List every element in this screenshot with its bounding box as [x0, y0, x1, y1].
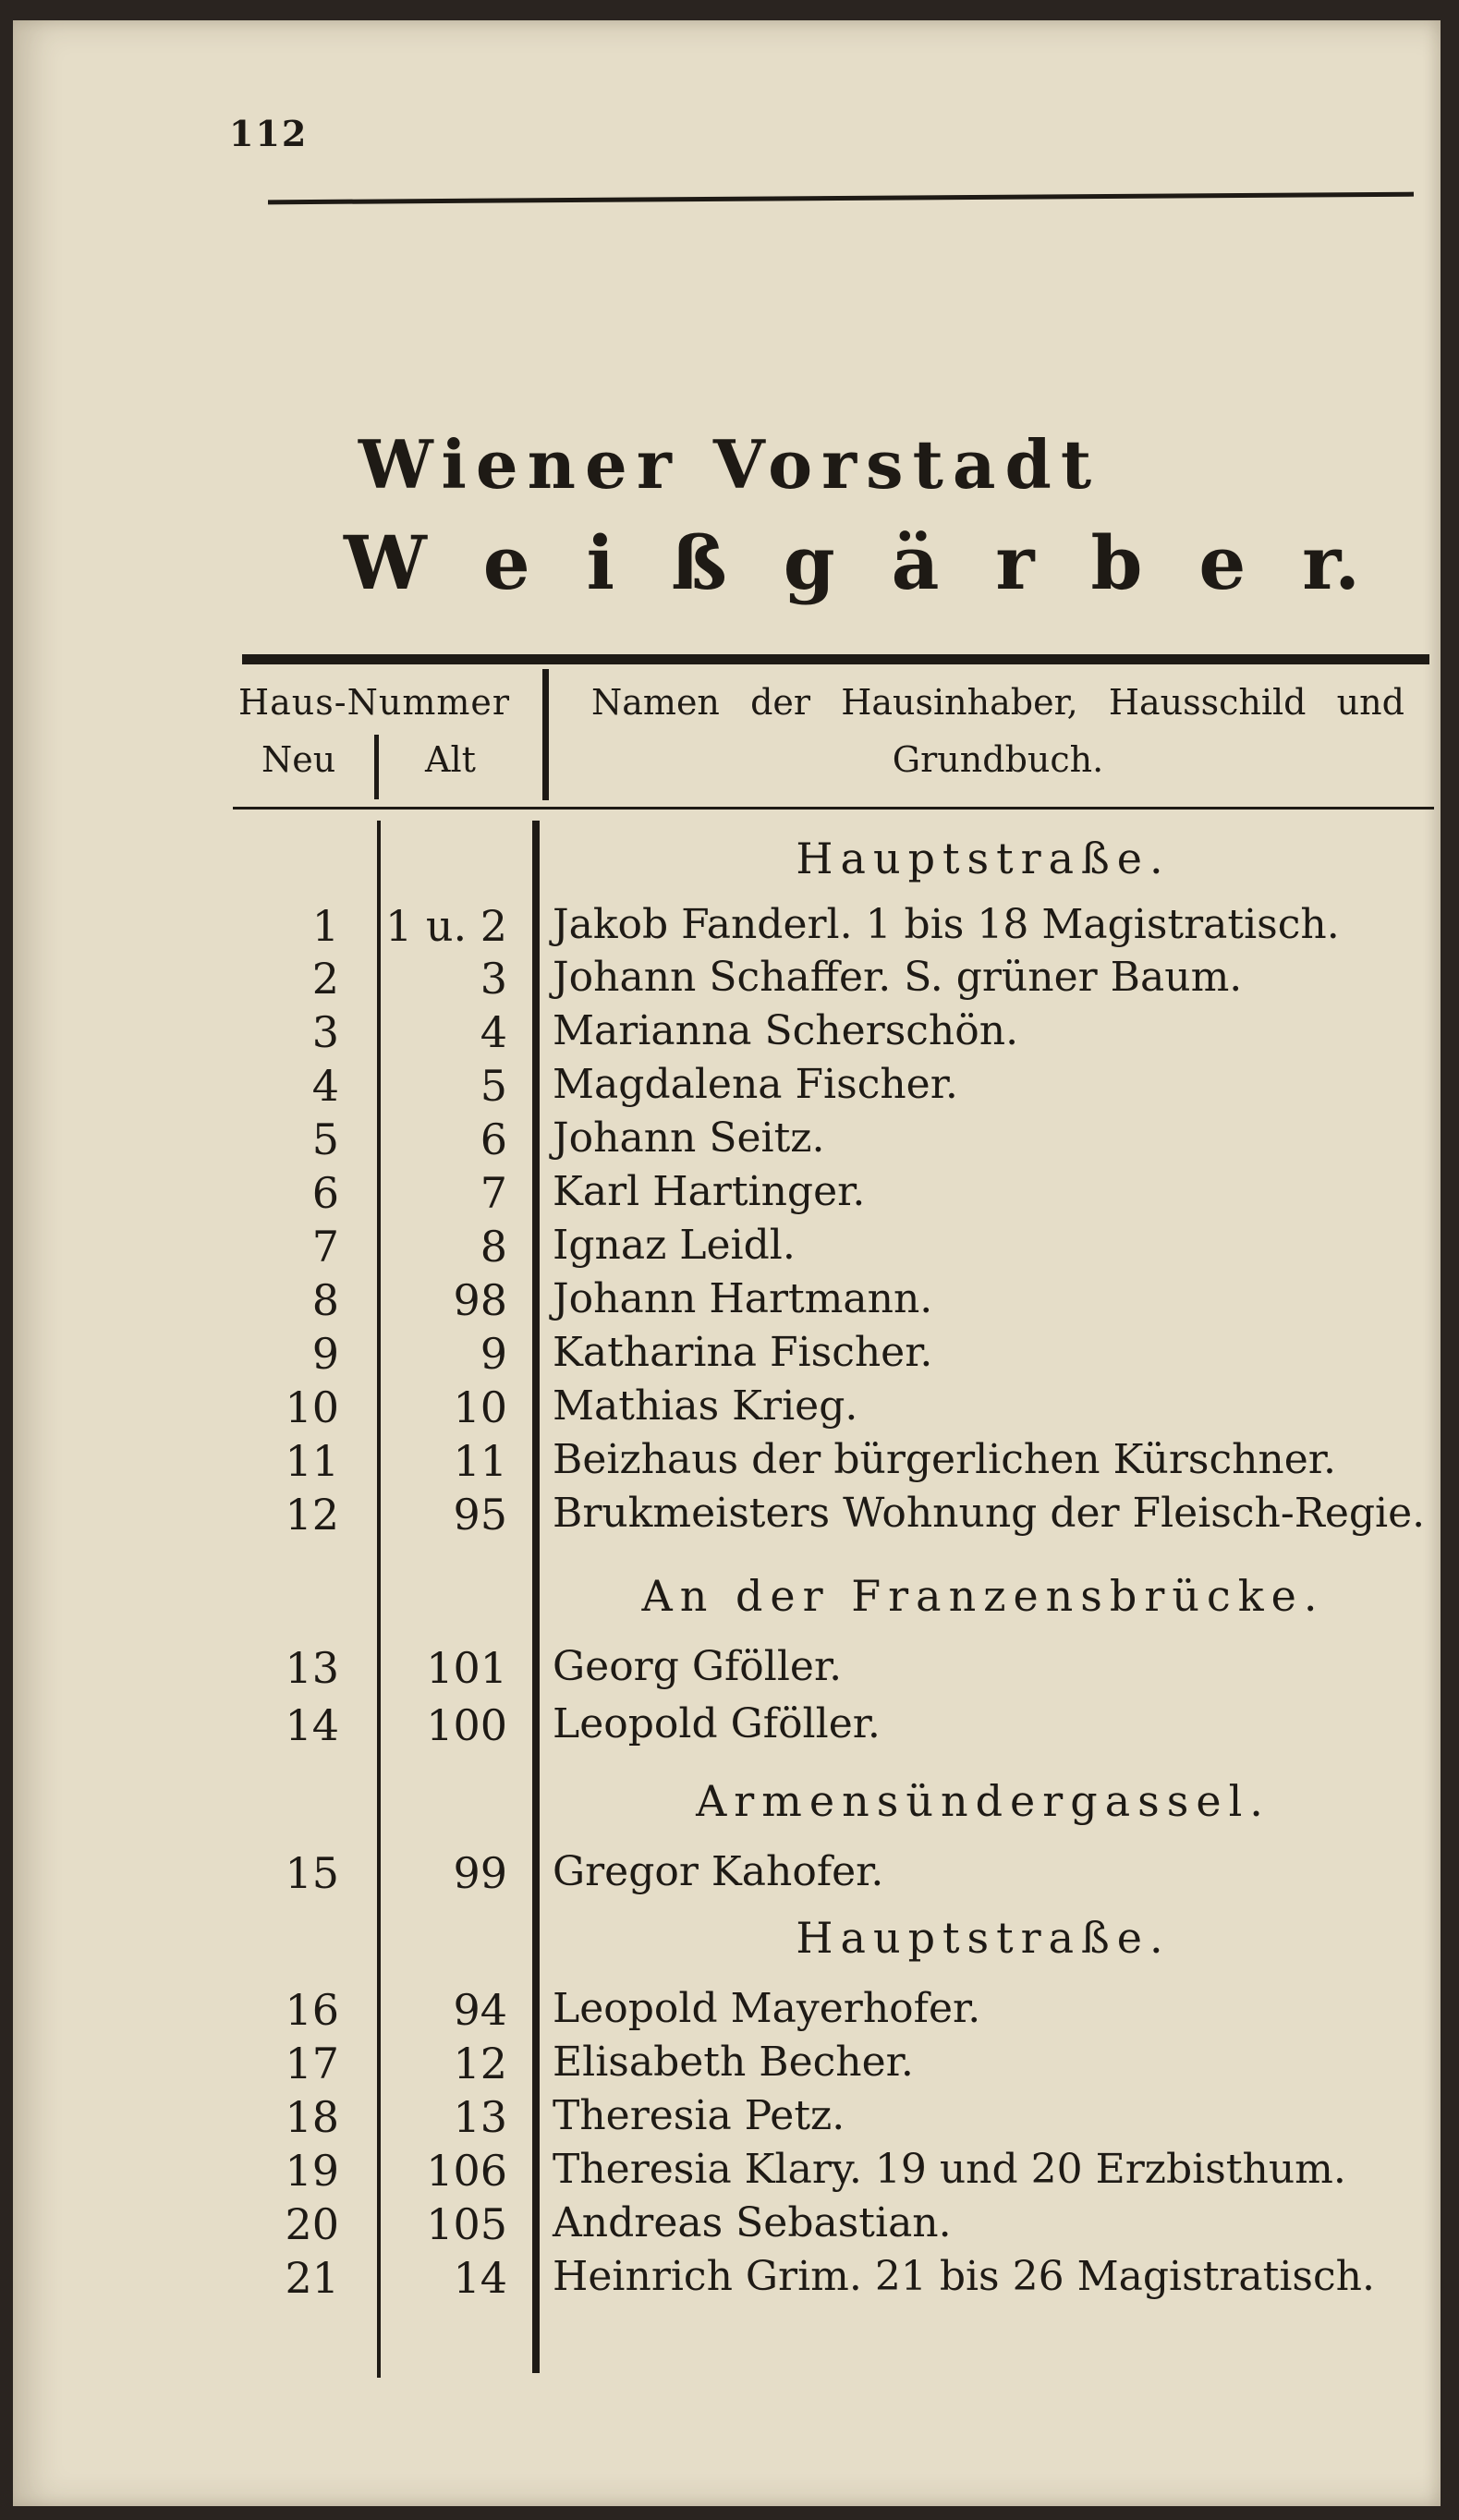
cell-name: Johann Seitz.: [553, 1114, 825, 1162]
cell-alt: 98: [453, 1275, 507, 1325]
cell-alt: 6: [480, 1114, 507, 1164]
table-row: [0, 1061, 1459, 1114]
header-neu: Neu: [261, 739, 336, 780]
cell-neu: 7: [311, 1222, 339, 1272]
table-row: [0, 2146, 1459, 2199]
title-line-2: [344, 519, 1360, 606]
section-heading: Armensündergassel.: [696, 1776, 1271, 1826]
cell-alt: 101: [426, 1643, 507, 1693]
cell-name: Johann Schaffer. S. grüner Baum.: [553, 954, 1243, 1001]
cell-alt: 8: [480, 1222, 507, 1272]
table-row: [0, 1985, 1459, 2039]
header-bottom-rule: [233, 807, 1434, 810]
table-row: [0, 1275, 1459, 1329]
cell-neu: 8: [311, 1275, 339, 1325]
table-row: [0, 2199, 1459, 2253]
cell-name: Leopold Gföller.: [553, 1700, 881, 1747]
cell-name: Theresia Klary. 19 und 20 Erzbisthum.: [553, 2146, 1346, 2193]
cell-neu: 10: [285, 1382, 339, 1432]
page-number: 112: [229, 113, 309, 154]
cell-neu: 11: [285, 1436, 339, 1486]
cell-name: Leopold Mayerhofer.: [553, 1985, 981, 2032]
table-row: [0, 1490, 1459, 1543]
cell-neu: 12: [285, 1490, 339, 1540]
title-letter: e: [1198, 519, 1246, 606]
cell-name: Georg Gföller.: [553, 1643, 843, 1690]
table-row: [0, 1329, 1459, 1382]
header-word: der: [750, 682, 811, 723]
cell-alt: 4: [480, 1007, 507, 1057]
table-row: [0, 2253, 1459, 2307]
table-row: [0, 1007, 1459, 1061]
cell-alt: 94: [453, 1985, 507, 2035]
header-word: Namen: [591, 682, 720, 723]
cell-neu: 16: [285, 1985, 339, 2035]
cell-alt: 9: [480, 1329, 507, 1379]
title-letter: b: [1090, 519, 1143, 606]
cell-neu: 5: [311, 1114, 339, 1164]
cell-neu: 21: [285, 2253, 339, 2303]
title-letter: ß: [671, 519, 727, 606]
cell-neu: 20: [285, 2199, 339, 2249]
section-heading: An der Franzensbrücke.: [641, 1571, 1325, 1621]
cell-alt: 7: [480, 1168, 507, 1218]
cell-name: Katharina Fischer.: [553, 1329, 933, 1376]
title-letter: i: [586, 519, 615, 606]
cell-neu: 18: [285, 2092, 339, 2142]
cell-name: Marianna Scherschön.: [553, 1007, 1019, 1054]
cell-name: Beizhaus der bürgerlichen Kürschner.: [553, 1436, 1336, 1483]
cell-neu: 17: [285, 2039, 339, 2088]
cell-name: Ignaz Leidl.: [553, 1222, 796, 1269]
title-letter: g: [783, 519, 835, 606]
table-row: [0, 2092, 1459, 2146]
cell-neu: 4: [311, 1061, 339, 1111]
header-word: Hausinhaber,: [841, 682, 1078, 723]
header-names-line-2: Grundbuch.: [892, 739, 1104, 780]
table-row: [0, 1436, 1459, 1490]
cell-neu: 2: [311, 954, 339, 1004]
title-letter: ä: [891, 519, 940, 606]
table-row: [0, 1643, 1459, 1697]
cell-alt: 13: [453, 2092, 507, 2142]
section-heading: Hauptstraße.: [796, 1913, 1171, 1963]
header-column-divider: [542, 669, 549, 800]
cell-alt: 95: [453, 1490, 507, 1540]
cell-neu: 9: [311, 1329, 339, 1379]
header-word: und: [1336, 682, 1404, 723]
header-names-line-1: [591, 682, 1404, 723]
cell-neu: 3: [311, 1007, 339, 1057]
section-heading: Hauptstraße.: [796, 834, 1171, 883]
header-hausnummer: Haus-Nummer: [238, 682, 511, 723]
title-letter: r: [995, 519, 1035, 606]
cell-neu: 6: [311, 1168, 339, 1218]
cell-neu: 13: [285, 1643, 339, 1693]
title-line-1: Wiener Vorstadt: [358, 425, 1101, 504]
cell-alt: 100: [426, 1700, 507, 1750]
table-row: [0, 954, 1459, 1007]
table-row: [0, 1382, 1459, 1436]
table-row: [0, 1222, 1459, 1275]
title-letter: e: [482, 519, 530, 606]
cell-name: Magdalena Fischer.: [553, 1061, 958, 1108]
title-letter: W: [344, 519, 427, 606]
cell-alt: 3: [480, 954, 507, 1004]
cell-name: Andreas Sebastian.: [553, 2199, 952, 2246]
table-row: [0, 1700, 1459, 1754]
cell-alt: 106: [426, 2146, 507, 2196]
cell-name: Gregor Kahofer.: [553, 1848, 884, 1895]
cell-name: Elisabeth Becher.: [553, 2039, 914, 2086]
cell-name: Karl Hartinger.: [553, 1168, 866, 1215]
table-row: [0, 1114, 1459, 1168]
cell-name: Johann Hartmann.: [553, 1275, 933, 1322]
cell-alt: 99: [453, 1848, 507, 1898]
cell-neu: 14: [285, 1700, 339, 1750]
cell-name: Mathias Krieg.: [553, 1382, 858, 1430]
table-top-rule: [242, 654, 1429, 664]
table-row: [0, 901, 1459, 955]
cell-name: Theresia Petz.: [553, 2092, 845, 2139]
table-row: [0, 1848, 1459, 1902]
cell-neu: 15: [285, 1848, 339, 1898]
cell-name: Brukmeisters Wohnung der Fleisch-Regie.: [553, 1490, 1426, 1537]
title-letter: r.: [1302, 519, 1360, 606]
cell-name: Heinrich Grim. 21 bis 26 Magistratisch.: [553, 2253, 1375, 2300]
cell-neu: 19: [285, 2146, 339, 2196]
table-row: [0, 1168, 1459, 1222]
header-neu-alt-divider: [374, 735, 379, 799]
cell-alt: 5: [480, 1061, 507, 1111]
cell-alt: 105: [426, 2199, 507, 2249]
cell-name: Jakob Fanderl. 1 bis 18 Magistratisch.: [553, 901, 1340, 948]
cell-alt: 1 u. 2: [384, 901, 507, 951]
cell-alt: 10: [453, 1382, 507, 1432]
cell-alt: 11: [453, 1436, 507, 1486]
cell-alt: 12: [453, 2039, 507, 2088]
cell-neu: 1: [311, 901, 339, 951]
header-alt: Alt: [425, 739, 476, 780]
header-word: Hausschild: [1108, 682, 1307, 723]
table-row: [0, 2039, 1459, 2092]
cell-alt: 14: [453, 2253, 507, 2303]
